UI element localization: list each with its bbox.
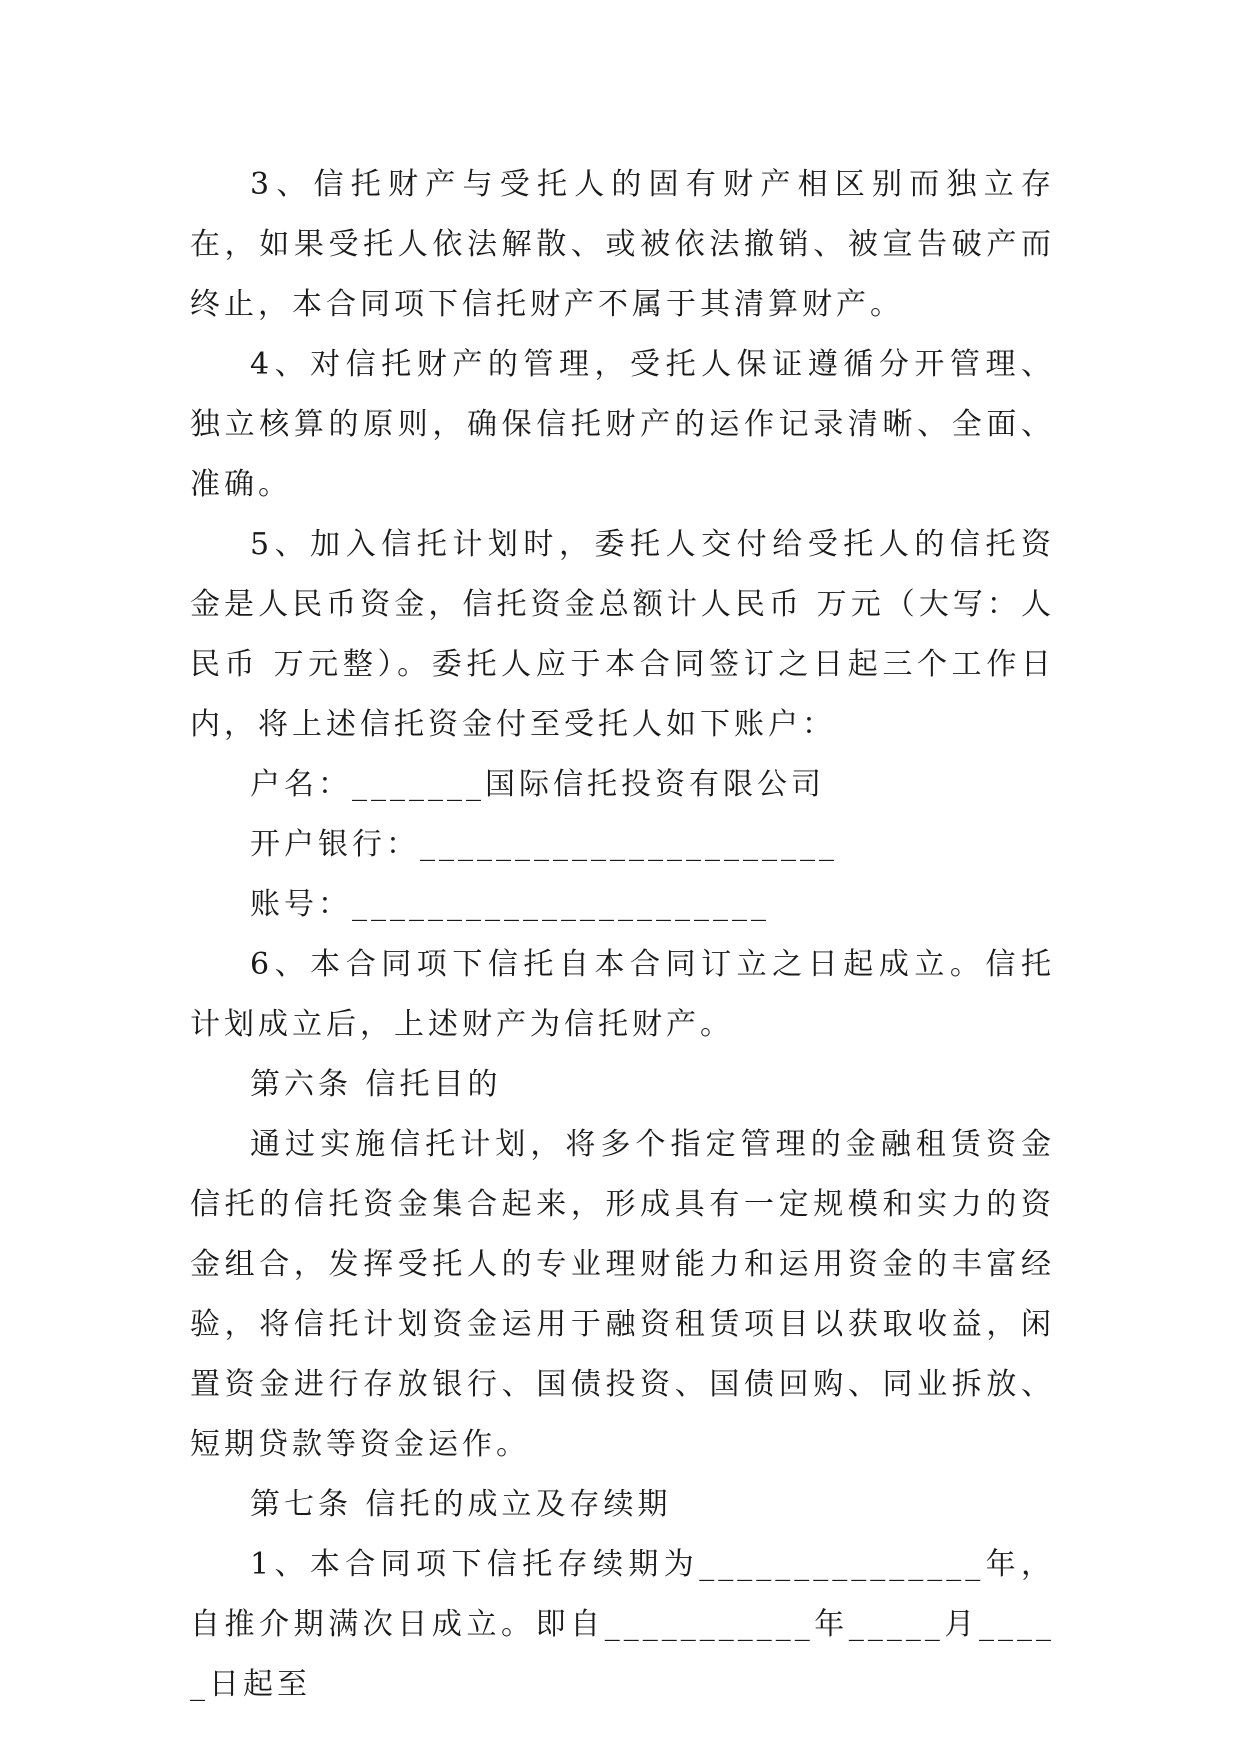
bank-line: 开户银行：______________________: [250, 827, 838, 862]
clause-4-paragraph: 4、对信托财产的管理，受托人保证遵循分开管理、独立核算的原则，确保信托财产的运作记录清晰、全面、准确。: [190, 347, 1055, 502]
account-number-line: 账号：______________________: [250, 887, 770, 922]
trust-purpose-paragraph: 通过实施信托计划，将多个指定管理的金融租赁资金信托的信托资金集合起来，形成具有一定规模和实力的资金组合，发挥受托人的专业理财能力和运用资金的丰富经验，将信托计划资金运用于融资租赁项目以获取收益，闲置资金进行存放银行、国债投资、国债回购、同业拆放、短期贷款等资金运作。: [190, 1127, 1055, 1462]
clause-3-paragraph: 3、信托财产与受托人的固有财产相区别而独立存在，如果受托人依法解散、或被依法撤销、被宣告破产而终止，本合同项下信托财产不属于其清算财产。: [190, 167, 1055, 322]
article-7-clause-1-paragraph: 1、本合同项下信托存续期为_______________年，自推介期满次日成立。即自___________年_____月_____日起至: [190, 1547, 1055, 1702]
clause-6-paragraph: 6、本合同项下信托自本合同订立之日起成立。信托计划成立后，上述财产为信托财产。: [190, 947, 1055, 1042]
account-name-line: 户名：_______国际信托投资有限公司: [250, 767, 825, 802]
article-6-heading: 第六条 信托目的: [250, 1067, 502, 1102]
document-page: [190, 155, 1055, 1715]
clause-5-paragraph: 5、加入信托计划时，委托人交付给受托人的信托资金是人民币资金，信托资金总额计人民币 万元（大写：人民币 万元整）。委托人应于本合同签订之日起三个工作日内，将上述信托资金付至受托人如下账户：: [190, 527, 1055, 742]
article-7-heading: 第七条 信托的成立及存续期: [250, 1487, 672, 1522]
